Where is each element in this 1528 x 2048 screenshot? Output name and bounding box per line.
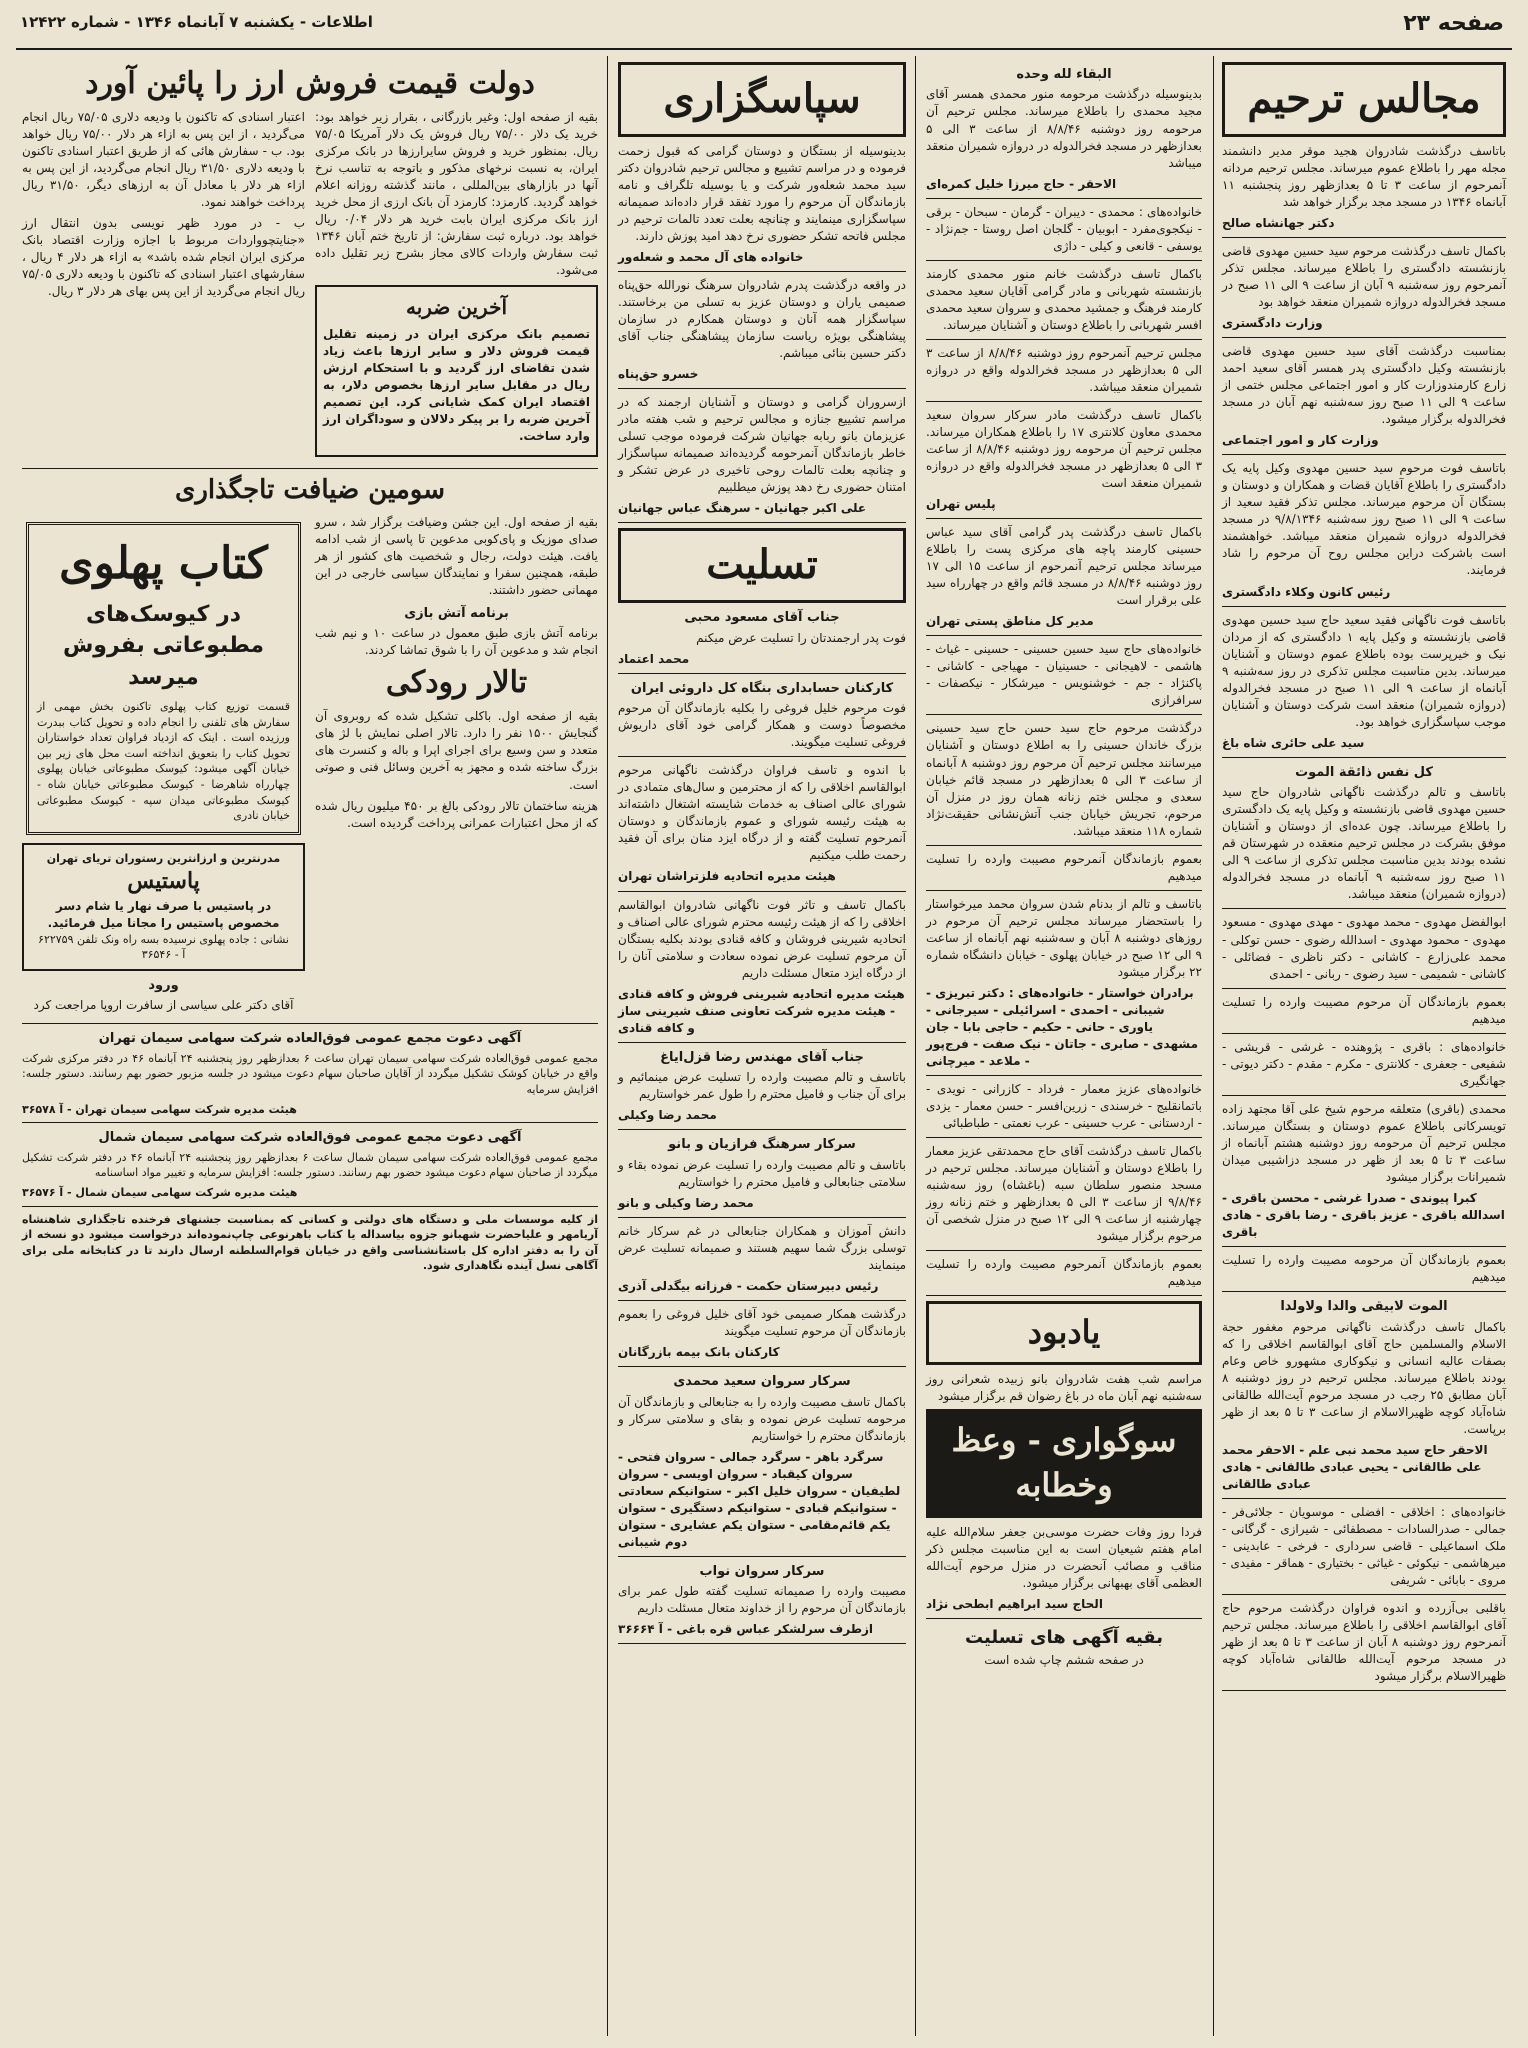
divider — [1222, 337, 1506, 338]
divider — [618, 1300, 906, 1301]
memorial-notice-text: باتاسف فوت مرحوم سید حسین مهدوی وکیل پایه یک دادگستری را باطلاع آقایان قضات و همکاران و دوستان و بستگان آن مرحوم میرساند. مجلس تذکر فقید سعید از ساعت ۹ الی ۱۱ صبح روز سه‌شنبه ۹/۸/۱۳۴۶ در مسجد فخرالدوله دروازه شمیران منعقد میباشد. خواهشمند است باشرکت دراین مجلس روح آن مرحوم را شاد فرمایند. — [1222, 461, 1507, 578]
condolence-list — [618, 609, 906, 1644]
condolence-notice-title: جناب آقای مهندس رضا قزل‌ایاغ — [660, 1049, 864, 1065]
condolence-notice-signature: سرگرد باهر - سرگرد جمالی - سروان فتحی - سروان کیقباد - سروان اویسی - سروان لطیفیان - سروان خلیل اکبر - ستوانیکم سعادتی - ستوانیکم قبادی - ستوانیکم دستگیری - ستوان یکم قائم‌مقامی - ستوان یکم عشایری - ستوان دوم شیبانی — [618, 1449, 901, 1549]
divider — [926, 401, 1202, 402]
memorial-notice — [1222, 1600, 1506, 1691]
memorial-notice — [1222, 143, 1506, 238]
memorial-notice — [1222, 243, 1506, 338]
thanks-notice-signature: خسرو حق‌پناه — [618, 367, 699, 382]
condolence-notice — [618, 609, 906, 674]
fireworks-text: برنامه آتش بازی طبق معمول در ساعت ۱۰ و نیم شب انجام شد و مدعوین آن را با شوق تماشا کردند. — [315, 626, 598, 658]
divider — [1222, 988, 1506, 989]
condolence-notice-text: باتاسف و تالم مصیبت وارده را تسلیت عرض نموده بقاء و سلامتی جنابعالی و فامیل محترم را خواستاریم — [618, 1157, 906, 1189]
divider — [618, 1042, 906, 1043]
condolence-notice — [618, 897, 906, 1043]
condolence-notice — [618, 680, 906, 758]
notice2-text: مجمع عمومی فوق‌العاده شرکت سهامی سیمان شمال ساعت ۶ بعدازظهر روز پنجشنبه ۲۴ آبانماه ۴۶ در دفتر شرکت تشکیل میگردد از صاحبان سهام دعوت میشود حضور بهم رسانند. دستور جلسه: افزایش سرمایه و تغییر مواد اساسنامه — [22, 1150, 598, 1180]
divider — [926, 714, 1202, 715]
book-ad-text: قسمت توزیع کتاب پهلوی تاکنون بخش مهمی از سفارش های تلفنی را انجام داده و تحویل کتاب ببدرت ورزیده است . اینک که ازدیاد فراوان تعداد خواستاران تحویل کتاب را بتعویق انداخته است محل های زیر بین خیابان آگهی میشود: کیوسک مطبوعاتی خیابان پهلوی چهارراه شاهرضا - کیوسک مطبوعاتی خیابان شاه - کیوسک مطبوعاتی میدان سپه - کیوسک مطبوعاتی خیابان نادری — [37, 699, 290, 823]
thanks-notice-text: بدینوسیله از بستگان و دوستان گرامی که قبول زحمت فرموده و در مراسم تشییع و مجالس ترحیم شادروان دکتر سید محمد شعله‌ور شرکت و یا بوسیله تلگراف و نامه بازماندگان آن مرحوم را مورد تفقد قرار داده‌اند صمیمانه سپاسگزاری مینمایند و چنانچه بعلت تعدد تالمات ترحیم در مجلس فاتحه تشکر حضوری نرخ دهد امید پوزش دارند. — [618, 143, 906, 243]
memorial-notice-text: باکمال تاسف درگذشت خانم منور محمدی کارمند بازنشسته شهربانی و مادر گرامی آقایان سعید محمدی کارمند فرهنگ و جمشید محمدی و سروان سعید محمدی افسر شهربانی را باطلاع دوستان و آشنایان میرساند. — [926, 266, 1202, 332]
divider — [926, 1295, 1202, 1296]
memorial-notice-signature: مدیر کل مناطق پستی تهران — [926, 614, 1094, 629]
header-rule — [16, 48, 1512, 50]
memorial-notice-text: خانواده‌های عزیز معمار - فرداد - کازرانی - نویدی - باتمانقلیج - خرسندی - زرین‌افسر - حسن معمار - یزدی - اردستانی - عرب حسینی - عرب نعمتی - طباطبائی — [926, 1082, 1202, 1131]
column-memorials-2 — [920, 56, 1208, 2036]
memorial-notice — [1222, 612, 1506, 758]
thanks-list — [618, 143, 906, 524]
memorial-notice-text: باتاسف درگذشت شادروان هجید موقر مدیر دانشمند مجله مهر را باطلاع عموم میرساند. مجلس ترحیم مردانه آنمرحوم از ساعت ۳ تا ۵ بعدازظهر روز پنجشنبه ۱۱ آبانماه ۱۳۴۶ در مسجد مجد برگزار خواهد شد — [1222, 143, 1506, 209]
divider — [926, 260, 1202, 261]
continued-title: بقیه آگهی های تسلیت — [964, 1626, 1164, 1648]
thanks-notice-signature: علی اکبر جهانیان - سرهنگ عباس جهانیان — [618, 501, 867, 516]
thanks-notice — [618, 143, 906, 272]
restaurant-name: پاستیس — [127, 868, 200, 895]
memorial-notice — [1222, 1252, 1506, 1292]
page-number: صفحه ۲۳ — [1403, 11, 1504, 36]
currency-text-mid: ب - در مورد ظهر نویسی بدون انتقال ارز «جنایتچوواردات مربوط با اجازه وزارت اقتصاد بانک مرکزی ایران انجام شده باشد» به ازاء هر دلار ۴ ریال ، سفارشهای اعتبار اسنادی که تاکنون با ودیعه دلاری ۷۵/۰۵ ریال انجام می‌گردید از این پس بهای هر دلار ۳ ریال. — [22, 216, 305, 299]
divider — [618, 1366, 906, 1367]
divider — [1222, 908, 1506, 909]
thanks-notice — [618, 277, 906, 389]
memorial-notice-text: باکمال تاسف درگذشت مرحوم سید حسین مهدوی قاضی بازنشسته دادگستری را باطلاع میرساند. مجلس تذکر آنمرحوم روز سه‌شنبه ۹ آبان از ساعت ۹ الی ۱۱ صبح در مسجد فخرالدوله دروازه شمیران منعقد خواهد بود — [1222, 243, 1507, 310]
condolence-notice-signature: محمد رضا وکیلی — [618, 1108, 717, 1123]
divider — [1222, 1690, 1506, 1691]
currency-text-right: بقیه از صفحه اول: وغیر بازرگانی ، بقرار زیر خواهد بود: خرید یک دلار ۷۵/۰۰ ریال فروش یک دلار آمریکا ۷۵/۰۵ ریال. بمنظور خرید و فروش سایرارزها در بانک مرکزی ایران، به نسبت نرخهای مذکور و باتوجه به تناسب نرخ آنها در بازارهای بین‌المللی ، مانند گذشته روزانه اعلام خواهد گردید. کارمزد: کارمزد آن بانک ارزی از محل خرید ارز بانک مرکزی ایران بابت خرید هر دلار ۰/۰۴ ریال خواهد بود. درباره ثبت سفارش: از تاریخ ختم آبان ۱۳۴۶ ثبت سفارش واردات کالای مجاز بشرح زیر تقلیل داده می‌شود. — [315, 110, 599, 278]
condolence-notice-signature: ازطرف سرلشکر عباس قره باغی - آ ۳۶۶۶۴ — [618, 1622, 874, 1637]
memorial-notice-text: خانواده‌های حاج سید حسین حسینی - حسینی - غیاث - هاشمی - لاهیجانی - حسینیان - مهیاجی - کاشانی - پاکنژاد - جم - خوشنویس - میرشکار - نیکصفات - سرافرازی — [926, 642, 1202, 708]
column-top-title: البقاء لله وحده — [1016, 67, 1112, 82]
memorial-notice-signature: رئیس کانون وکلاء دادگستری — [1222, 584, 1391, 599]
divider — [618, 522, 906, 523]
sogvari-text: فردا روز وفات حضرت موسی‌بن جعفر سلام‌الله علیه امام هفتم شیعیان است به این مناسبت مجلس ذکر مناقب و مصائب آنحضرت در منزل مرحوم آیت‌الله العظمی آقای بهبهانی برگزار میشود. — [926, 1524, 1202, 1590]
memorial-notice — [926, 524, 1202, 636]
notice1-signature: هیئت مدیره شرکت سهامی سیمان تهران - آ ۳۶۵۷۸ — [22, 1102, 297, 1116]
memorial-notice-text: بدینوسیله درگذشت مرحومه منور محمدی همسر آقای مجید محمدی را باطلاع میرساند. مجلس ترحیم آن مرحومه روز دوشنبه ۸/۸/۴۶ از ساعت ۳ الی ۵ بعدازظهر در مسجد فخرالدوله در دروازه شمیران منعقد میباشد — [926, 87, 1202, 170]
book-ad-title: کتاب پهلوی — [59, 537, 268, 589]
memorial-notice — [926, 851, 1202, 891]
condolence-notice — [618, 1049, 906, 1131]
memorial-notice-text: ابوالفضل مهدوی - محمد مهدوی - مهدی مهدوی - مسعود مهدوی - محمود مهدوی - اسدالله رضوی - حسن توکلی - محمد علی‌زارع - کاشانی - دکتر ناظری - فضائلی - کاشانی - شمیمی - سید رضوی - ربانی - احمدی — [1222, 915, 1506, 981]
memorial-notice-signature: سید علی حائری شاه باغ — [1222, 735, 1365, 750]
yadbood-text: مراسم شب هفت شادروان بانو زبیده شعرانی روز سه‌شنبه نهم آبان ماه در باغ رضوان قم برگزار میشود — [926, 1371, 1202, 1403]
condolence-notice-signature: رئیس دبیرستان حکمت - فرزانه بیگدلی آذری — [618, 1278, 879, 1293]
condolence-notice — [618, 762, 906, 891]
issue-info: اطلاعات - یکشنبه ۷ آبانماه ۱۳۴۶ - شماره ۱۲۴۲۲ — [20, 13, 373, 31]
continued-text: در صفحه ششم چاپ شده است — [984, 1653, 1144, 1668]
divider — [1222, 606, 1506, 607]
memorial-notice-text: بعموم بازماندگان آن مرحوم مصیبت وارده را تسلیت میدهیم — [1222, 994, 1506, 1026]
fireworks-subtitle: برنامه آتش بازی — [404, 605, 509, 621]
condolence-notice-text: مصیبت وارده را صمیمانه تسلیت گفته طول عمر برای بازماندگان آن مرحوم را از خداوند متعال مسئلت داریم — [618, 1584, 906, 1616]
memorial-notice-text: باتاسف و تالم از بدنام شدن سروان محمد میرخواستار را باستحضار میرساند مجلس ترحیم آن مرحوم در روزهای دوشنبه ۸ آبان و سه‌شنبه نهم آبانماه از ساعت ۹ الی ۱۲ صبح در خیابان پهلوی - خیابان دانشگاه شماره ۲۲ برگزار میشود — [926, 896, 1202, 979]
column-divider — [607, 56, 608, 2036]
memorial-notice-signature: وزارت کار و امور اجتماعی — [1222, 433, 1379, 448]
divider — [618, 388, 906, 389]
memorial-notice — [1222, 343, 1506, 455]
currency-text-left: اعتبار اسنادی که تاکنون با ودیعه دلاری ۷۵/۰۵ ریال انجام می‌گردید ، از این پس به ازاء هر دلار ۷۵/۰۰ ریال خواهد بود. ب - سفارش هائی که از طریق اعتبار اسنادی تاکنون با ودیعه دلاری ۳۱/۵۰ ریال انجام می‌گردید، از این پس به ازاء هر دلار با معادل آن به ارزهای دیگر، ۳۱/۵۰ ریال پرداخت خواهند نمود. — [22, 110, 306, 210]
divider — [926, 1618, 1202, 1619]
divider — [1222, 237, 1506, 238]
condolence-notice-text: باکمال تاسف مصیبت وارده را به جنابعالی و بازماندگان آن مرحومه تسلیت عرض نموده و بقای و سلامتی سرکار و بازماندگان محترم را خواستاریم — [618, 1394, 906, 1443]
memorial-notice-text: باتاسف و تالم درگذشت ناگهانی شادروان حاج سید حسین مهدوی قاضی بازنشسته و وکیل پایه یک دادگستری را باطلاع میرساند. چون عده‌ای از دوستان و آشنایان موفق بشرکت در مجلس ترحیم منعقده در شهرستان قم نشده بودند بدین مناسبت مجلس تذکری از ساعت ۹ الی ۱۱ صبح روز سه‌شنبه ۹ آبانماه در مسجد فخرالدوله (دروازه شمیران) منعقد میباشد. — [1222, 785, 1507, 902]
thanks-notice-text: در واقعه درگذشت پدرم شادروان سرهنگ نورالله حق‌پناه صمیمی یاران و دوستان عزیز به تسلی من برخاستند. سپاسگزار همه آنان و دوستان همکارم در سازمان پیشاهنگی بویژه ریاست سازمان پیشاهنگی جناب آقای دکتر حسین بنائی میباشم. — [618, 278, 906, 361]
condolence-notice-text: دانش آموزان و همکاران جنابعالی در غم سرکار خانم توسلی بزرگ شما سهیم هستند و صمیمانه تسلیت عرض مینمایند — [618, 1223, 906, 1272]
condolence-notice-signature: هیئت مدیره اتحادیه فلزتراشان تهران — [618, 869, 836, 884]
thanks-notice — [618, 394, 906, 523]
yadbood-banner: یادبود — [926, 1301, 1202, 1364]
book-ad-subtitle: در کیوسک‌های مطبوعاتی بفروش میرسد — [62, 602, 265, 690]
column-thanks-condolences — [612, 56, 912, 2036]
divider — [618, 673, 906, 674]
condolence-notice-text: باتاسف و تالم مصیبت وارده را تسلیت عرض مینمائیم و برای آن جناب و فامیل محترم را طول عمر خواستاریم — [618, 1070, 906, 1102]
condolence-notice-text: فوت مرحوم خلیل فروغی را بکلیه بازماندگان آن مرحوم مخصوصاً دوست و همکار گرامی خود آقای داریوش فروغی تسلیت میگویند. — [618, 701, 906, 750]
column-news — [16, 56, 604, 2036]
divider — [1222, 757, 1506, 758]
divider — [1222, 454, 1506, 455]
divider — [618, 1643, 906, 1644]
condolence-notice-signature: محمد رضا وکیلی و بانو — [618, 1195, 754, 1210]
condolence-notice-title: سرکار سروان نواب — [699, 1563, 825, 1579]
memorial-notice-signature: کبرا پیوندی - صدرا غرشی - محسن باقری - اسدالله باقری - عزیز باقری - رضا باقری - هادی باقری — [1222, 1190, 1505, 1239]
memorial-notice-text: باکمال تاسف درگذشت پدر گرامی آقای سید عباس حسینی کارمند پاچه های مرکزی پست را باطلاع میرساند مجلس ترحیم آنمرحوم از ساعت ۱۵ الی ۱۷ روز دوشنبه ۸/۸/۴۶ در مسجد قائم واقع در چهارراه سید علی برقرار است — [926, 525, 1202, 608]
memorial-notice-title: الموت لابیقی والدا ولاولدا — [1280, 1299, 1448, 1315]
memorial-notice — [1222, 1039, 1506, 1096]
divider — [618, 1556, 906, 1557]
roudaki-headline: تالار رودکی — [385, 665, 528, 701]
thanks-notice-signature: خانواده های آل محمد و شعله‌ور — [618, 249, 804, 264]
divider — [1222, 1594, 1506, 1595]
memorial-notice — [1222, 1101, 1506, 1247]
divider — [926, 845, 1202, 846]
condolence-notice-signature: هیئت مدیره اتحادیه شیرینی فروش و کافه قنادی - هیئت مدیره شرکت تعاونی صنف شیرینی ساز و کافه قنادی — [618, 986, 905, 1035]
divider — [22, 1122, 598, 1123]
condolence-notice-title: سرکار سروان سعید محمدی — [673, 1374, 851, 1390]
condolence-notice — [618, 1373, 906, 1557]
memorial-notice-text: باقلبی بی‌آزرده و اندوه فراوان درگذشت مرحوم حاج آقای ابوالقاسم اخلاقی را باطلاع میرساند. مجلس ترحیم آنمرحوم روز دوشنبه ۸ آبان از ساعت ۳ تا ۵ بعد از ظهر در مسجد مرحوم آیت‌الله طالقانی شاه‌آباد کوچه ظهیرالاسلام برگزار میشود — [1222, 1600, 1507, 1684]
coronation-text: بقیه از صفحه اول. این جشن وضیافت برگزار شد ، سرو صدای موزیک و پای‌کوبی مدعوین تا پاسی از شب ادامه یافت. هیئت دولت، رجال و شخصیت های کشور از هر طبقه، همچنین سفرا و نمایندگان سیاسی خارجی در این مهمانی حضور داشتند. — [315, 514, 598, 597]
condolence-notice-text: باکمال تاسف و تاثر فوت ناگهانی شادروان ابوالقاسم اخلاقی را که از هیئت رئیسه محترم شورای عالی اصناف و اتحادیه شیرینی فروشان و کافه قنادی بودند بکلیه بستگان آن مرحوم تسلیت عرض نموده سعادت و سلامتی آنان را از درگاه ایزد متعال مسئلت داریم — [618, 897, 906, 980]
memorials-banner: مجالس ترحیم — [1222, 62, 1506, 137]
memorial-notice — [926, 266, 1202, 340]
divider — [1222, 1291, 1506, 1292]
memorial-notice-signature: دکتر جهانشاه صالح — [1222, 215, 1335, 230]
memorial-notice-text: بعموم بازماندگان آنمرحوم مصیبت وارده را تسلیت میدهیم — [926, 851, 1202, 883]
divider — [618, 891, 906, 892]
book-ad — [26, 522, 301, 835]
currency-headline: دولت قیمت فروش ارز را پائین آورد — [85, 66, 535, 101]
column-divider — [915, 56, 916, 2036]
condolence-notice-title: کارکنان حسابداری بنگاه کل داروئی ایران — [630, 680, 894, 696]
memorial-notice — [926, 641, 1202, 715]
memorial-notice-signature: الاحقر - حاج میرزا خلیل کمره‌ای — [926, 176, 1117, 191]
memorial-notice — [1222, 460, 1506, 606]
memorial-notice — [926, 204, 1202, 261]
memorial-notice — [926, 407, 1202, 519]
notice2-title: آگهی دعوت مجمع عمومی فوق‌العاده شرکت سهامی سیمان شمال — [98, 1130, 522, 1146]
memorial-notice — [1222, 1504, 1506, 1595]
memorial-notice — [926, 1256, 1202, 1296]
memorial-notice — [926, 1081, 1202, 1138]
condolence-notice-signature: محمد اعتماد — [618, 651, 690, 666]
memorial-notice-title: کل نفس ذائقة الموت — [1295, 764, 1433, 780]
memorial-notice — [926, 1143, 1202, 1251]
memorial-notice-text: خانواده‌های : محمدی - دیبران - گرمان - سبحان - برقی - نیکجوی‌مفرد - ابوبیان - گلجان اصل روستا - جم‌نژاد - یوسفی - قانعی و کیلی - داژی — [926, 204, 1202, 253]
memorial-notice — [926, 86, 1202, 198]
divider — [926, 1075, 1202, 1076]
restaurant-ad-text: در پاستیس با صرف نهار یا شام دسر مخصوص پاستیس را مجانا میل فرمائید. — [47, 898, 280, 930]
memorial-notice-text: باکمال تاسف درگذشت آقای حاج محمدتقی عزیز معمار را باطلاع دوستان و آشنایان میرساند. مجلس ترحیم در مسجد منصور سلطان سبه (باغشاه) روز سه‌شنبه ۹/۸/۴۶ از ساعت ۳ الی ۵ بعدازظهر و ختم زنانه روز چهارشنبه از ساعت ۹ الی ۱۲ صبح در منزل شخصی آن مرحوم برگزار میشود — [926, 1144, 1202, 1244]
memorial-notice-text: باکمال تاسف درگذشت ناگهانی مرحوم مغفور حجة الاسلام والمسلمین حاج آقای ابوالقاسم اخلاقی را که بصفات عالیه انسانی و نیکوکاری مشهورو خاص وعام بودند باطلاع میرساند. مجلس ترحیم در روز دوشنبه ۸ آبان مطابق ۲۵ رجب در مسجد مرحوم آیت‌الله طالقانی شاه‌آباد کوچه ظهیرالاسلام از ساعت ۳ تا ۵ بعد از ظهر برپاست. — [1222, 1319, 1507, 1436]
divider — [926, 890, 1202, 891]
divider — [618, 1129, 906, 1130]
memorial-notice-signature: برادران خواستار - خانواده‌های : دکتر تبریزی - شیبانی - احمدی - اسرائیلی - سیرجانی - یاوری - حانی - حکیم - حاجی بابا - جان مشهدی - صابری - جاتان - نیک صفت - فرج‌پور - ملاعد - میرچانی — [926, 985, 1199, 1069]
divider — [618, 1217, 906, 1218]
memorial-notice-text: مجلس ترحیم آنمرحوم روز دوشنبه ۸/۸/۴۶ از ساعت ۳ الی ۵ بعدازظهر در مسجد فخرالدوله واقع در دروازه شمیران منعقد میباشد. — [926, 345, 1203, 394]
memorial-notice-text: خانواده‌های : باقری - پژوهنده - غرشی - قریشی - شفیعی - جعفری - کلانتری - مکرم - مقدم - دکتر دیوتی - جهانگیری — [1222, 1039, 1506, 1088]
publications-notice: از کلیه موسسات ملی و دستگاه های دولتی و کسانی که بمناسبت جشنهای فرخنده تاجگذاری شاهنشاه آریامهر و علیاحضرت شهبانو جزوه بیاسداله یا کتاب باهرنوعی چاپ‌نموده‌اند درخواست میشود دو نسخه از آن را به دفتر اداره کل باستانشناسی واقع در خیابان قوام‌السلطنه ارسال دارند تا در کتابخانه ملی برای آگاهی نسل آینده نگاهداری شود. — [22, 1212, 598, 1273]
condolence-notice-text: فوت پدر ارجمندتان را تسلیت عرض میکنم — [696, 630, 906, 645]
column-memorials — [1216, 56, 1512, 2036]
memorials-list-2 — [926, 86, 1202, 1296]
divider — [22, 1023, 598, 1024]
last-blow-title: آخرین ضربه — [405, 295, 507, 320]
divider — [926, 339, 1202, 340]
arrival-text: آقای دکتر علی سیاسی از سافرت اروپا مراجعت کرد — [33, 998, 294, 1013]
thanks-banner: سپاسگزاری — [618, 62, 906, 137]
condolence-notice-title: سرکار سرهنگ فرازیان و بانو — [668, 1137, 856, 1153]
memorial-notice-text: بعموم بازماندگان آنمرحوم مصیبت وارده را تسلیت میدهیم — [926, 1257, 1202, 1289]
condolence-notice-text: درگذشت همکار صمیمی خود آقای خلیل فروغی را بعموم بازماندگان آن مرحوم تسلیت میگویند — [618, 1306, 906, 1338]
arrival-title: ورود — [148, 977, 179, 993]
condolence-notice — [618, 1136, 906, 1218]
condolence-notice-signature: کارکنان بانک بیمه بازرگانان — [618, 1345, 780, 1360]
memorial-notice-text: باتاسف فوت ناگهانی فقید سعید حاج سید حسین مهدوی قاضی بازنشسته و وکیل پایه ۱ دادگستری که از مردان نیک و خیرپرست بوده باطلاع عموم دوستان و آشنایان میرساند. بدین مناسبت مجلس تذکری در روز سه‌شنبه ۹ آبانماه از ساعت ۹ الی ۱۱ صبح در مسجد فخرالدوله (دروازه شمیران) منعقد است شرکت دوستان و آشنایان موجب سپاسگزاری خواهد بود. — [1222, 612, 1506, 729]
divider — [926, 518, 1202, 519]
currency-article — [22, 109, 598, 463]
condolence-notice — [618, 1306, 906, 1367]
coronation-article — [22, 514, 598, 1019]
memorial-notice — [926, 720, 1202, 845]
divider — [926, 635, 1202, 636]
restaurant-ad — [22, 843, 305, 971]
column-divider — [1213, 56, 1214, 2036]
divider — [618, 756, 906, 757]
memorial-notice-text: خانواده‌های : اخلاقی - افضلی - موسویان - جلائی‌فر - جمالی - صدرالسادات - مصطفائی - شیرازی - گرگانی - ملک اسماعیلی - قاضی سرداری - فرخی - عابدینی - میرهاشمی - نیکوئی - غیاثی - بختیاری - هماقر - مفیدی - مروی - بابائی - شریفی — [1222, 1504, 1506, 1587]
condolence-notice — [618, 1563, 906, 1645]
memorial-notice-signature: پلیس تهران — [926, 497, 996, 512]
restaurant-code: آ - ۳۶۵۴۶ — [141, 948, 186, 962]
roudaki-text: بقیه از صفحه اول. باکلی تشکیل شده که روبروی آن گنجایش ۱۵۰۰ نفر را دارد. تالار اصلی نمایش با لژ های متعدد و سن وسیع برای اجرای اپرا و باله و کنسرت های بزرگ ساخته شده و مجهز به آخرین وسائل فنی و صوتی است. — [315, 709, 598, 792]
condolence-banner: تسلیت — [618, 528, 906, 603]
sogvari-signature: الحاج سید ابراهیم ابطحی نژاد — [926, 1596, 1103, 1611]
notice1-title: آگهی دعوت مجمع عمومی فوق‌العاده شرکت سهامی سیمان تهران — [98, 1031, 522, 1047]
divider — [926, 198, 1202, 199]
roudaki-foot: هزینه ساختمان تالار رودکی بالغ بر ۴۵۰ میلیون ریال شده که از محل اعتبارات عمرانی پرداخت گردیده است. — [315, 798, 599, 830]
divider — [926, 1137, 1202, 1138]
memorial-notice — [1222, 914, 1506, 988]
memorial-notice — [926, 345, 1202, 402]
memorial-notice-text: درگذشت مرحوم حاج سید حسن حاج سید حسینی بزرگ خاندان حسینی را به اطلاع دوستان و آشنایان میرسانند مجلس ترحیم آن مرحوم روز دوشنبه ۸ آبانماه از ساعت ۳ الی ۵ بعدازظهر در مسجد قائم خیابان سعدی و مجلس ختم زنانه همان روز در منزل آن مرحوم، تجریش خیابان جنب آتش‌نشانی حقیقت‌نژاد شماره ۱۱۸ منعقد میباشد. — [926, 721, 1202, 838]
last-blow-box — [315, 285, 598, 457]
restaurant-ad-title: مدرنترین و ارزانترین رستوران تریای تهران — [46, 851, 281, 865]
divider — [1222, 1095, 1506, 1096]
coronation-headline: سومین ضیافت تاجگذاری — [174, 474, 446, 505]
memorial-notice-text: محمدی (باقری) متعلقه مرحوم شیخ علی آقا مجتهد زاده تویسرکانی باطلاع عموم دوستان و بستگان میرساند. مجلس ترحیم آن مرحومه روز دوشنبه هشتم آبانماه از ساعت ۳ تا ۵ بعد از ظهر در مسجد دزاشیبی میدان شمیرانات برگزار میشود — [1222, 1101, 1507, 1184]
memorial-notice — [1222, 994, 1506, 1034]
last-blow-text: تصمیم بانک مرکزی ایران در زمینه تقلیل قیمت فروش دلار و سایر ارزها باعث زیاد شدن تقاضای ارز گردید و با استحکام ارزش ریال در مقابل سایر ارزها بخصوص دلار، به اقتصاد ایران کمک شایانی کرد. این تصمیم آخرین ضربه را بر پیکر دلالان و سوداگران ارز وارد ساخت. — [323, 326, 590, 443]
memorial-notice — [1222, 1298, 1506, 1499]
divider — [1222, 1498, 1506, 1499]
memorial-notice-text: بعموم بازماندگان آن مرحومه مصیبت وارده را تسلیت میدهیم — [1222, 1253, 1506, 1285]
condolence-notice-title: جناب آقای مسعود محبی — [684, 610, 840, 626]
condolence-notice — [618, 1223, 906, 1301]
divider — [1222, 1033, 1506, 1034]
condolence-notice-text: با اندوه و تاسف فراوان درگذشت ناگهانی مرحوم ابوالقاسم اخلاقی را که از محترمین و سال‌های متمادی در شورای عالی اصناف به خدمات شایسته اشتغال داشته‌اند به هیئت رئیسه شورای و عموم بازماندگان و دوستان آنمرحوم تسلیت گفته و از درگاه ایزد منان برای آن فقید رحمت طلب میکنیم — [618, 763, 906, 863]
memorial-notice-text: بمناسبت درگذشت آقای سید حسین مهدوی قاضی بازنشسته وکیل دادگستری پدر همسر آقای سعید احمد زارع کارمندوزارت کار و امور اجتماعی مجلس ختمی از ساعت ۹ الی ۱۱ صبح روز سه‌شنبه نهم آبان در مسجد فخرالدوله برگزار میشود. — [1222, 344, 1506, 427]
memorial-notice — [926, 896, 1202, 1076]
sogvari-banner: سوگواری - وعظ وخطابه — [926, 1409, 1202, 1518]
notice1-text: مجمع عمومی فوق‌العاده شرکت سهامی سیمان تهران ساعت ۶ بعدازظهر روز پنجشنبه ۲۴ آبانماه ۴۶ در دفتر مرکزی شرکت واقع در خیابان کوشک تشکیل میگردد از آقایان صاحبان سهام دعوت میشود در جلسه مزبور حضور بهم رسانند. دستور جلسه: افزایش سرمایه — [22, 1051, 598, 1097]
memorial-notice-signature: وزارت دادگستری — [1222, 316, 1323, 331]
thanks-notice-text: ازسروران گرامی و دوستان و آشنایان ارجمند که در مراسم تشییع جنازه و مجالس ترحیم و شب هفته مادر عزیزمان بانو ربابه جهانیان شرکت فرموده موجب تسلی خاطر بازماندگان آنمرحومه گردیده‌اند صمیمانه سپاسگزار و چنانچه بعلت تالمات روحی تاخیری در عرض تشکر و امتنان حضوری رخ دهد پوزش میطلبیم — [618, 395, 906, 495]
memorials-list — [1222, 143, 1506, 1691]
divider — [1222, 1246, 1506, 1247]
notice2-signature: هیئت مدیره شرکت سهامی سیمان شمال - آ ۳۶۵۷۶ — [22, 1185, 298, 1199]
divider — [618, 271, 906, 272]
divider — [22, 468, 598, 469]
memorial-notice-signature: الاحقر حاج سید محمد نبی علم - الاحقر محمد علی طالقانی - یحیی عبادی طالقانی - هادی عبادی طالقانی — [1222, 1442, 1488, 1491]
divider — [22, 1206, 598, 1207]
memorial-notice-text: باکمال تاسف درگذشت مادر سرکار سروان سعید محمدی معاون کلانتری ۱۷ را باطلاع همکاران میرساند. مجلس ترحیم آن مرحومه روز دوشنبه ۸/۸/۴۶ از ساعت ۳ الی ۵ بعدازظهر در مسجد فخرالدوله واقع در دروازه شمیران منعقد است — [926, 407, 1203, 491]
memorial-notice — [1222, 764, 1506, 910]
divider — [926, 1250, 1202, 1251]
restaurant-address: نشانی : جاده پهلوی نرسیده بسه راه ونک تلفن ۶۲۲۷۵۹ — [38, 932, 289, 946]
